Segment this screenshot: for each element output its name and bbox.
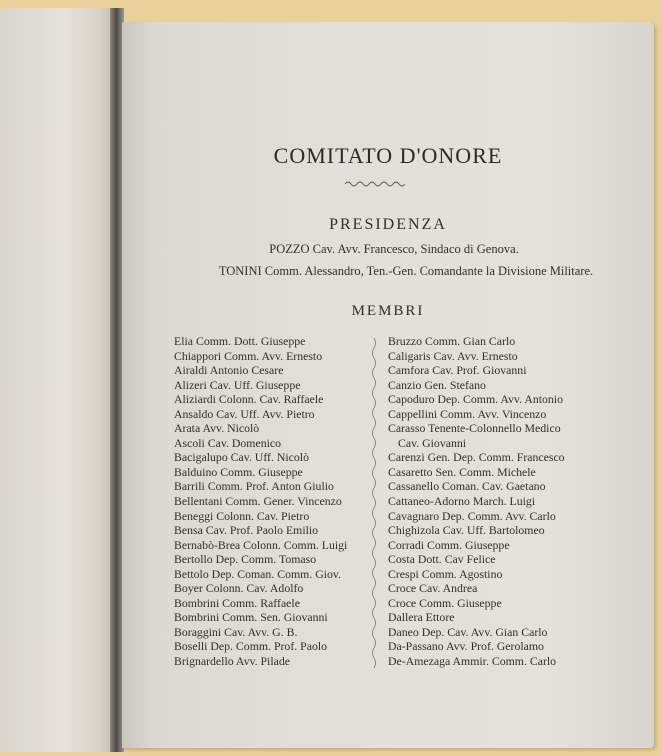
member-entry: Carasso Tenente-Colonnello Medico [388,421,561,436]
member-entry: Dallera Ettore [388,610,455,625]
member-entry: Casaretto Sen. Comm. Michele [388,464,536,479]
member-entry: Bensa Cav. Prof. Paolo Emilio [174,523,319,538]
member-entry: Bernabò-Brea Colonn. Comm. Luigi [174,537,348,552]
member-entry: Costa Dott. Cav Felice [388,552,496,567]
member-entry: Beneggi Colonn. Cav. Pietro [174,508,310,523]
member-entry: Chighizola Cav. Uff. Bartolomeo [388,523,545,538]
member-entry: Cattaneo-Adorno March. Luigi [388,494,536,509]
member-entry: Boyer Colonn. Cav. Adolfo [174,581,304,596]
member-entry: Chiappori Comm. Avv. Ernesto [174,348,323,363]
member-entry: Arata Avv. Nicolò [174,421,260,436]
member-entry: Alizeri Cav. Uff. Giuseppe [174,377,301,392]
member-entry: Bombrini Comm. Sen. Giovanni [174,610,328,625]
member-entry: Barrili Comm. Prof. Anton Giulio [174,479,334,494]
member-entry: Bettolo Dep. Coman. Comm. Giov. [174,566,342,581]
member-entry: Croce Cav. Andrea [388,581,478,596]
member-entry: Elia Comm. Dott. Giuseppe [174,334,306,348]
membri-heading: MEMBRI [351,303,425,319]
member-entry: Bombrini Comm. Raffaele [174,595,300,610]
member-entry: Boselli Dep. Comm. Prof. Paolo [174,639,328,654]
member-entry: Carenzi Gen. Dep. Comm. Francesco [388,450,565,465]
member-entry: Canzio Gen. Stefano [388,377,486,392]
member-entry: Da-Passano Avv. Prof. Gerolamo [388,639,544,654]
member-entry: Balduino Comm. Giuseppe [174,464,303,479]
member-entry: Boraggini Cav. Avv. G. B. [174,624,298,639]
membri-right-column [388,334,565,669]
left-page [0,8,118,752]
page-title: COMITATO D'ONORE [273,143,503,168]
member-entry: Cappellini Comm. Avv. Vincenzo [388,406,547,421]
member-entry: Bacigalupo Cav. Uff. Nicolò [174,450,309,465]
member-entry: Bellentani Comm. Gener. Vincenzo [174,494,342,509]
member-entry: Aliziardi Colonn. Cav. Raffaele [174,392,324,407]
member-entry: Capoduro Dep. Comm. Avv. Antonio [388,392,563,407]
member-entry: Daneo Dep. Cav. Avv. Gian Carlo [388,624,548,639]
member-entry: Ascoli Cav. Domenico [174,435,282,450]
member-entry: Ansaldo Cav. Uff. Avv. Pietro [174,406,315,421]
wave-ornament-icon [345,180,405,188]
member-entry: Brignardello Avv. Pilade [174,654,290,669]
member-entry: De-Amezaga Ammir. Comm. Carlo [388,654,557,669]
member-entry: Caligaris Cav. Avv. Ernesto [388,348,518,363]
presidenza-heading: PRESIDENZA [329,216,447,233]
column-divider-icon [368,338,380,668]
member-entry: Airaldi Antonio Cesare [174,363,284,378]
presidenza-line: TONINI Comm. Alessandro, Ten.-Gen. Comandante la Divisione Militare. [218,264,594,278]
member-entry: Crespi Comm. Agostino [388,566,503,581]
member-entry: Cavagnaro Dep. Comm. Avv. Carlo [388,508,556,523]
membri-left-column [174,334,347,669]
member-entry: Cassanello Coman. Cav. Gaetano [388,479,546,494]
presidenza-line: POZZO Cav. Avv. Francesco, Sindaco di Genova. [269,242,519,256]
member-entry: Corradi Comm. Giuseppe [388,537,510,552]
member-entry: Bruzzo Comm. Gian Carlo [388,334,516,348]
member-entry: Croce Comm. Giuseppe [388,595,502,610]
member-entry: Camfora Cav. Prof. Giovanni [388,363,527,378]
member-entry: Cav. Giovanni [398,435,467,450]
member-entry: Bertollo Dep. Comm. Tomaso [174,552,317,567]
